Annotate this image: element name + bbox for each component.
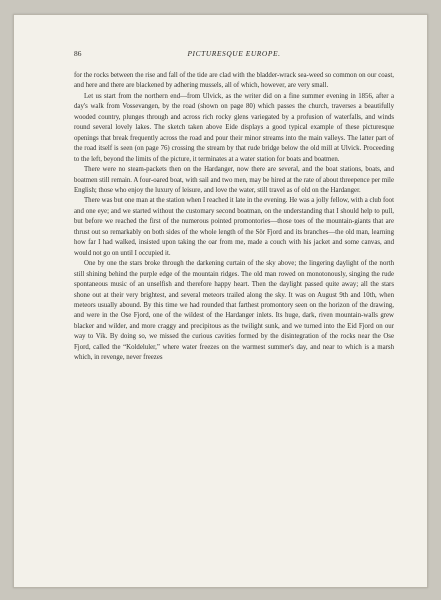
page-number: 86: [74, 49, 82, 58]
paragraph: for the rocks between the rise and fall of the tide are clad with the bladder-wrack sea-weed so common on our coast, and here and there are blackened by adhering mussels, all of which, however, are very small.: [74, 72, 394, 90]
paragraph: There were no steam-packets then on the Hardanger, now there are several, and the boat stations, boats, and boatmen still remain. A four-oared boat, with sail and two men, may be hired at the rate of about threepence per mile English; those who enjoy the luxury of leisure, and love the water, still travel as of old on the Hardanger.: [74, 166, 394, 194]
body-text: [74, 71, 394, 364]
paragraph: One by one the stars broke through the darkening curtain of the sky above; the lingering daylight of the north still shining behind the purple edge of the mountain ridges. The old man rowed on monotonously, singing the rude spontaneous music of an unselfish and therefore happy heart. Then the daylight passed quite away; all the stars shone out at their very brightest, and several meteors trailed along the sky. It was on August 9th and 10th, when meteors usually abound. By this time we had rounded that farthest promontory seen on the horizon of the drawing, and were in the Ose Fjord, one of the wildest of the Hardanger inlets. Its huge, dark, riven mountain-walls grew blacker and wilder, and more craggy and precipitous as the twilight sunk, and we turned into the Eid Fjord on our way to Vik. By doing so, we missed the curious cavities formed by the disintegration of the rocks near the Ose Fjord, called the “Koldeluler,” where water freezes on the warmest summer's day, and near to which is a marsh which, in revenge, never freezes: [74, 260, 394, 362]
page-header: [74, 49, 394, 61]
paragraph: Let us start from the northern end—from Ulvick, as the writer did on a fine summer evening in 1856, after a day's walk from Vossevangen, by the road (shown on page 80) which passes the church, traverses a beautifully wooded country, plunges through and across rich rocky glens variegated by a profusion of waterfalls, and winds round several lovely lakes. The sketch taken above Eide displays a good typical example of these picturesque openings that break frequently across the road and pour their minor streams into the main valleys. The latter part of the road itself is seen (on page 76) crossing the stream by that rude bridge below the old mill at Ulvick. Proceeding to the left, beyond the limits of the picture, it terminates at a water station for boats and boatmen.: [74, 92, 394, 163]
running-title: PICTURESQUE EUROPE.: [187, 49, 281, 58]
paragraph: There was but one man at the station when I reached it late in the evening. He was a jolly fellow, with a club foot and one eye; and we started without the customary second boatman, on the understanding that I should help to pull, but before we reached the first of the numerous pointed promontories—those toes of the mountain-giants that are thrust out so remarkably on both sides of the whole length of the Sör Fjord and its branches—the old man, learning how far I had walked, insisted upon taking the oar from me, made a couch with his jacket and some canvas, and would not go on until I occupied it.: [74, 197, 394, 257]
book-page: [13, 14, 428, 588]
